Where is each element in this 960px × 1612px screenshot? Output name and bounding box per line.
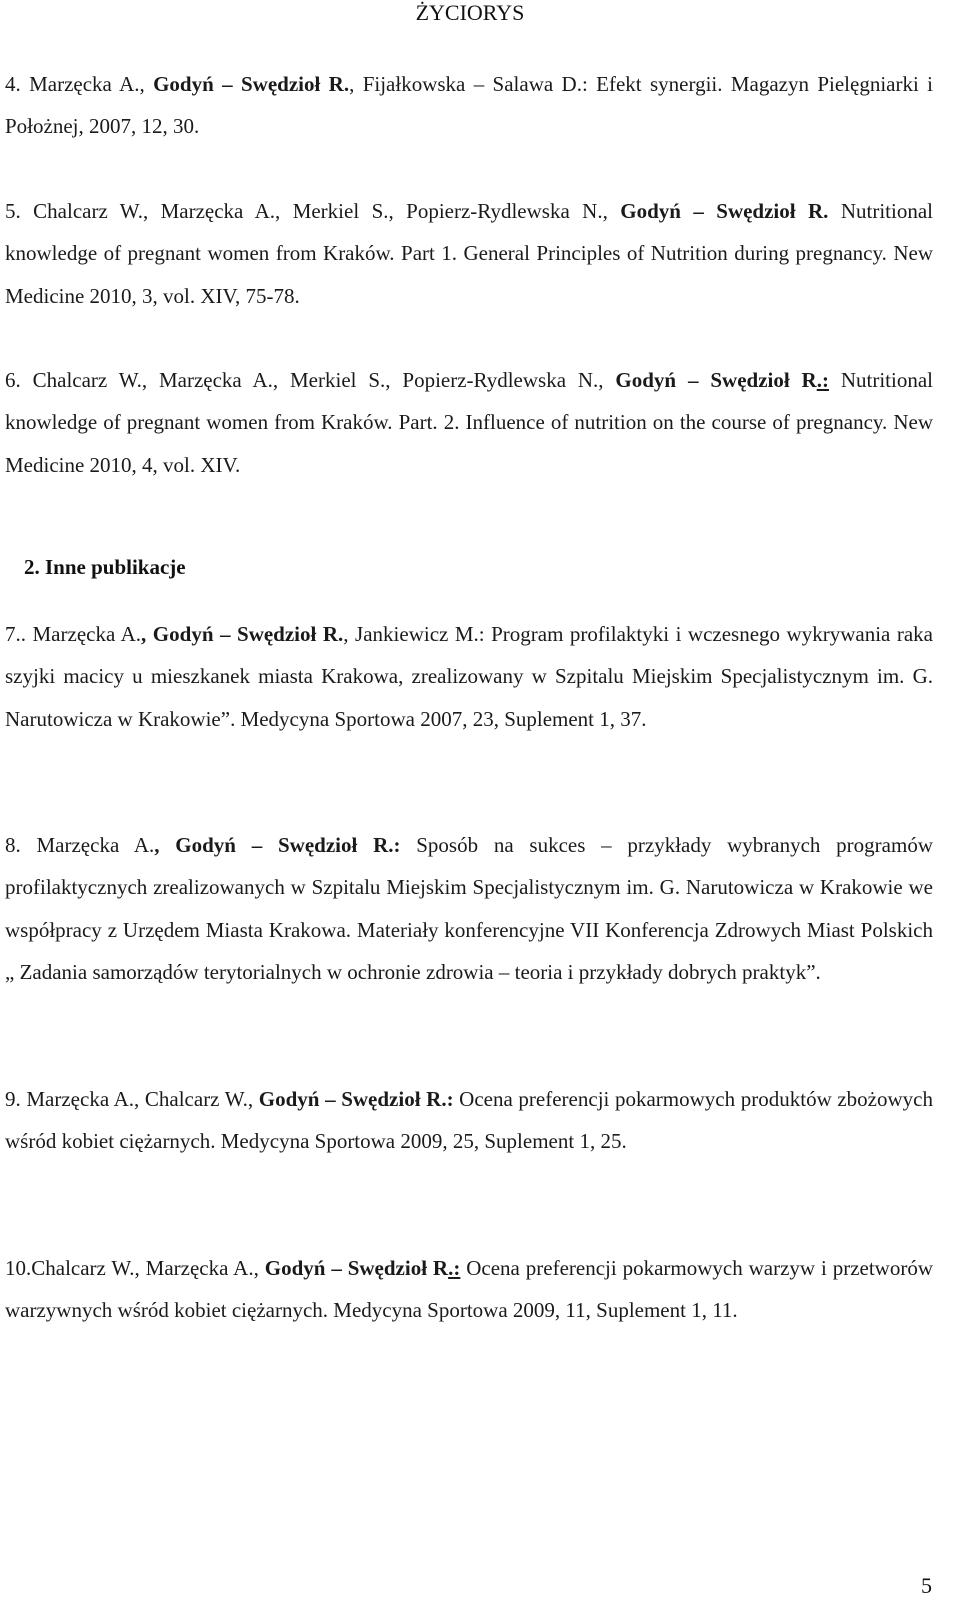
entry-text: 10.Chalcarz W., Marzęcka A.,: [5, 1256, 265, 1280]
publication-entry-5: [5, 190, 933, 317]
publication-entry-6: [5, 359, 933, 486]
author-highlight: Godyń – Swędzioł R.: [620, 199, 829, 223]
author-highlight: , Godyń – Swędzioł R.:: [154, 833, 401, 857]
entry-text: , Jankiewicz M.: Program profilaktyki i wczesnego wykrywania raka szyjki macicy u mieszkanek miasta Krakowa, zrealizowany w Szpitalu Miejskim Specjalistycznym im. G. Narutowicza w Krakowie”. Medycyna Sportowa 2007, 23, Suplement 1, 37.: [5, 622, 933, 731]
entry-text: Nutritional knowledge of pregnant women from Kraków. Part 1. General Principles of Nutrition during pregnancy. New Medicine 2010, 3, vol. XIV, 75-78.: [5, 199, 933, 308]
page-number: 5: [921, 1573, 932, 1598]
author-highlight: Godyń – Swędzioł R.: [153, 72, 350, 96]
entry-text: , Fijałkowska – Salawa D.: Efekt synergii. Magazyn Pielęgniarki i Położnej, 2007, 12, 30.: [5, 72, 934, 139]
entry-text: 5. Chalcarz W., Marzęcka A., Merkiel S., Popierz-Rydlewska N.,: [5, 199, 621, 223]
publication-entry-9: [5, 1078, 933, 1163]
entry-text: 6. Chalcarz W., Marzęcka A., Merkiel S., Popierz-Rydlewska N.,: [5, 368, 616, 392]
author-highlight: , Godyń – Swędzioł R.: [141, 622, 344, 646]
author-highlight: Godyń – Swędzioł R.:: [258, 1087, 454, 1111]
publication-entry-10: [5, 1247, 933, 1332]
entry-text: Ocena preferencji pokarmowych produktów zbożowych wśród kobiet ciężarnych. Medycyna Sportowa 2009, 25, Suplement 1, 25.: [5, 1087, 933, 1154]
entry-text: Ocena preferencji pokarmowych warzyw i przetworów warzywnych wśród kobiet ciężarnych. Medycyna Sportowa 2009, 11, Suplement 1, 11.: [5, 1256, 933, 1323]
underlined-punctuation: .:: [816, 368, 829, 392]
publication-entry-8: [5, 824, 933, 993]
entry-text: 8. Marzęcka A.: [5, 833, 155, 857]
page-header-title: ŻYCIORYS: [415, 0, 525, 25]
entry-text: 9. Marzęcka A., Chalcarz W.,: [5, 1087, 259, 1111]
underlined-punctuation: .:: [448, 1256, 461, 1280]
publication-entry-7: [5, 613, 933, 740]
section-heading: 2. Inne publikacje: [24, 555, 186, 579]
author-highlight: Godyń – Swędzioł R: [615, 368, 817, 392]
publication-entry-4: [5, 63, 933, 148]
entry-text: Sposób na sukces – przykłady wybranych programów profilaktycznych zrealizowanych w Szpitalu Miejskim Specjalistycznym im. G. Narutowicza w Krakowie we współpracy z Urzędem Miasta Krakowa. Materiały konferencyjne VII Konferencja Zdrowych Miast Polskich „ Zadania samorządów terytorialnych w ochronie zdrowia – teoria i przykłady dobrych praktyk”.: [5, 833, 933, 984]
entry-text: Nutritional knowledge of pregnant women from Kraków. Part. 2. Influence of nutrition on the course of pregnancy. New Medicine 2010, 4, vol. XIV.: [5, 368, 933, 477]
entry-text: 7.. Marzęcka A.: [5, 622, 142, 646]
author-highlight: Godyń – Swędzioł R: [264, 1256, 449, 1280]
entry-text: 4. Marzęcka A.,: [5, 72, 154, 96]
